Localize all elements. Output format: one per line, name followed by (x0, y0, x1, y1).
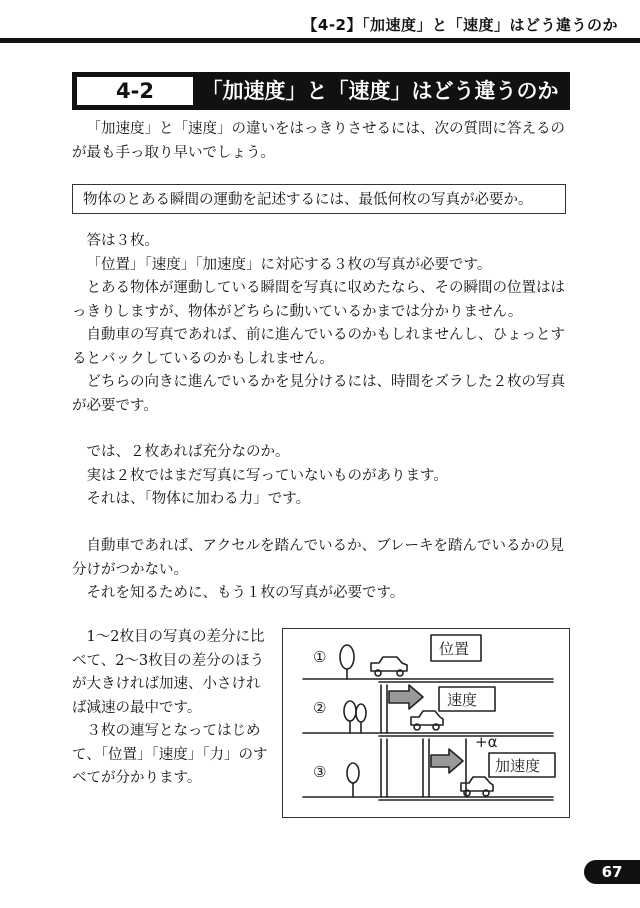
label-position: 位置 (439, 640, 470, 658)
marker-2: ② (313, 699, 327, 717)
question-box: 物体のとある瞬間の運動を記述するには、最低何枚の写真が必要か。 (72, 184, 566, 214)
paragraph: 自動車であれば、アクセルを踏んでいるか、ブレーキを踏んでいるかの見分けがつかない。 (72, 538, 564, 578)
label-plus-alpha: +α (475, 733, 498, 751)
paragraph: どちらの向きに進んでいるかを見分けるには、時間をズラした２枚の写真が必要です。 (72, 374, 565, 414)
car-icon (371, 657, 407, 676)
intro-paragraph: 「加速度」と「速度」の違いをはっきりさせるには、次の質問に答えるのが最も手っ取り早いでしょう。 (72, 121, 565, 161)
paragraph: それを知るために、もう１枚の写真が必要です。 (86, 585, 405, 601)
car-text (72, 535, 572, 606)
paragraph: 答は３枚。 (86, 233, 159, 249)
section-title-bar (72, 72, 570, 110)
three-photo-figure (282, 628, 570, 818)
figure-drawing (283, 629, 569, 817)
tree-icon (340, 645, 354, 679)
paragraph: 1～2枚目の写真の差分に比べて、2～3枚目の差分のほうが大きければ加速、小さければ減速の最中です。 (72, 629, 265, 716)
acceleration-arrow (431, 749, 463, 773)
running-head-title: 【4-2】「加速度」と「速度」はどう違うのか (302, 16, 618, 34)
car-icon (411, 711, 443, 730)
running-head (0, 0, 640, 50)
label-velocity: 速度 (447, 691, 478, 709)
tree-icon (356, 704, 366, 733)
paragraph: 実は２枚ではまだ写真に写っていないものがあります。 (86, 467, 448, 484)
paragraph: では、２枚あれば充分なのか。 (86, 444, 290, 460)
answer-text (72, 230, 572, 418)
paragraph: 「位置」「速度」「加速度」に対応する３枚の写真が必要です。 (86, 256, 492, 273)
velocity-arrow (389, 685, 423, 709)
tree-icon (347, 763, 359, 797)
section-number: 4-2 (77, 77, 193, 105)
paragraph: 自動車の写真であれば、前に進んでいるのかもしれませんし、ひょっとするとバックしているのかもしれません。 (72, 327, 565, 367)
tree-icon (344, 701, 356, 733)
running-head-rule (0, 38, 640, 43)
marker-3: ③ (313, 763, 327, 781)
marker-1: ① (313, 648, 327, 666)
intro-text (72, 118, 572, 165)
section-title: 「加速度」と「速度」はどう違うのか (201, 79, 559, 103)
paragraph: ３枚の連写となってはじめて、「位置」「速度」「力」のすべてが分かります。 (72, 723, 268, 786)
force-text (72, 441, 572, 512)
paragraph: とある物体が運動している瞬間を写真に収めたなら、その瞬間の位置ははっきりしますが、物体がどちらに動いているかまでは分かりません。 (72, 280, 565, 320)
page-number: 67 (584, 860, 640, 884)
label-acceleration: 加速度 (495, 757, 541, 775)
figure-caption-text (72, 626, 272, 791)
paragraph: それは、「物体に加わる力」です。 (86, 491, 311, 507)
